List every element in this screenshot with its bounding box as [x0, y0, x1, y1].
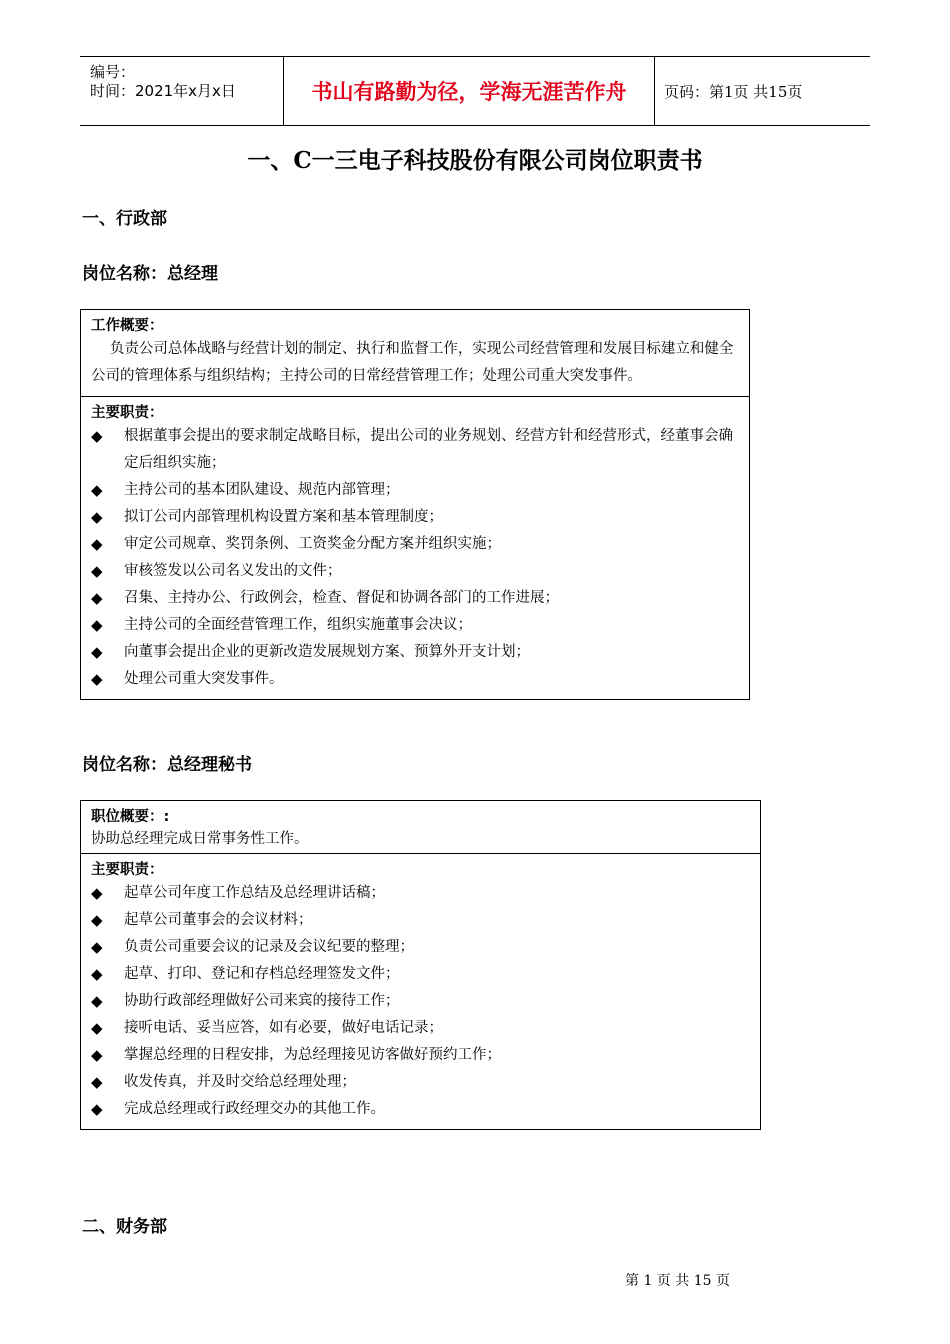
diamond-bullet-icon: ◆ — [91, 1073, 103, 1091]
diamond-bullet-icon: ◆ — [91, 1100, 103, 1118]
duty-text: 处理公司重大突发事件。 — [124, 671, 284, 687]
page-footer: 第 1 页 共 15 页 — [625, 1273, 730, 1289]
document-time: 时间：2021年x月x日 — [90, 82, 236, 100]
diamond-bullet-icon: ◆ — [91, 481, 103, 499]
position-heading-general-manager: 岗位名称：总经理 — [82, 264, 218, 284]
gm-overview-label: 工作概要： — [91, 318, 164, 334]
duty-text: 起草公司董事会的会议材料； — [124, 912, 313, 928]
duty-text: 起草公司年度工作总结及总经理讲话稿； — [124, 885, 385, 901]
duty-text: 负责公司重要会议的记录及会议纪要的整理； — [124, 939, 414, 955]
duty-text: 主持公司的基本团队建设、规范内部管理； — [124, 482, 400, 498]
duty-text: 向董事会提出企业的更新改造发展规划方案、预算外开支计划； — [124, 644, 530, 660]
duty-text: 审核签发以公司名义发出的文件； — [124, 563, 342, 579]
duty-list-item — [91, 934, 750, 961]
diamond-bullet-icon: ◆ — [91, 1019, 103, 1037]
duty-list-item — [91, 477, 739, 504]
duty-text: 拟订公司内部管理机构设置方案和基本管理制度； — [124, 509, 443, 525]
diamond-bullet-icon: ◆ — [91, 427, 103, 445]
duty-list-item — [91, 666, 739, 693]
header-page-info: 页码：第1页 共15页 — [664, 82, 803, 101]
duty-list-item — [91, 531, 739, 558]
duty-list-item — [91, 988, 750, 1015]
duty-list-item — [91, 639, 739, 666]
document-title: 一、C一三电子科技股份有限公司岗位职责书 — [247, 147, 703, 174]
duty-text: 起草、打印、登记和存档总经理签发文件； — [124, 966, 400, 982]
gm-duties-label: 主要职责： — [91, 405, 164, 421]
duty-text: 主持公司的全面经营管理工作，组织实施董事会决议； — [124, 617, 472, 633]
general-manager-table — [80, 309, 750, 700]
duty-list-item — [91, 504, 739, 531]
header-motto: 书山有路勤为径，学海无涯苦作舟 — [283, 57, 655, 125]
duty-list-item — [91, 1069, 750, 1096]
diamond-bullet-icon: ◆ — [91, 965, 103, 983]
diamond-bullet-icon: ◆ — [91, 1046, 103, 1064]
duty-list-item — [91, 1096, 750, 1123]
sec-overview-label: 职位概要：: — [91, 809, 170, 825]
duty-list-item — [91, 1042, 750, 1069]
section-heading-finance: 二、财务部 — [82, 1217, 167, 1237]
duty-list-item — [91, 612, 739, 639]
duty-text: 根据董事会提出的要求制定战略目标，提出公司的业务规划、经营方针和经营形式，经董事会确定后组织实施； — [124, 428, 733, 471]
diamond-bullet-icon: ◆ — [91, 508, 103, 526]
gm-overview-text: 负责公司总体战略与经营计划的制定、执行和监督工作，实现公司经营管理和发展目标建立和健全公司的管理体系与组织结构；主持公司的日常经营管理工作；处理公司重大突发事件。 — [91, 341, 734, 384]
duty-list-item — [91, 907, 750, 934]
diamond-bullet-icon: ◆ — [91, 535, 103, 553]
gm-duties-list — [91, 423, 739, 693]
diamond-bullet-icon: ◆ — [91, 911, 103, 929]
duty-text: 完成总经理或行政经理交办的其他工作。 — [124, 1101, 385, 1117]
sec-duties-cell — [81, 853, 760, 1129]
diamond-bullet-icon: ◆ — [91, 938, 103, 956]
duty-list-item — [91, 880, 750, 907]
sec-overview-cell — [81, 801, 760, 853]
sec-duties-list — [91, 880, 750, 1123]
gm-duties-cell — [81, 396, 749, 699]
header-meta — [90, 63, 236, 101]
diamond-bullet-icon: ◆ — [91, 616, 103, 634]
duty-text: 召集、主持办公、行政例会，检查、督促和协调各部门的工作进展； — [124, 590, 559, 606]
diamond-bullet-icon: ◆ — [91, 562, 103, 580]
section-heading-admin: 一、行政部 — [82, 209, 167, 229]
duty-text: 接听电话、妥当应答，如有必要，做好电话记录； — [124, 1020, 443, 1036]
duty-text: 收发传真，并及时交给总经理处理； — [124, 1074, 356, 1090]
duty-text: 审定公司规章、奖罚条例、工资奖金分配方案并组织实施； — [124, 536, 501, 552]
duty-list-item — [91, 558, 739, 585]
duty-list-item — [91, 423, 739, 477]
diamond-bullet-icon: ◆ — [91, 992, 103, 1010]
sec-overview-text: 协助总经理完成日常事务性工作。 — [91, 831, 309, 847]
diamond-bullet-icon: ◆ — [91, 589, 103, 607]
duty-list-item — [91, 585, 739, 612]
position-heading-gm-secretary: 岗位名称：总经理秘书 — [82, 755, 252, 775]
duty-list-item — [91, 1015, 750, 1042]
gm-secretary-table — [80, 800, 761, 1130]
diamond-bullet-icon: ◆ — [91, 643, 103, 661]
duty-list-item — [91, 961, 750, 988]
diamond-bullet-icon: ◆ — [91, 884, 103, 902]
gm-overview-cell — [81, 310, 749, 396]
document-number-label: 编号： — [90, 63, 136, 81]
sec-duties-label: 主要职责： — [91, 862, 164, 878]
diamond-bullet-icon: ◆ — [91, 670, 103, 688]
page-header — [80, 56, 870, 126]
duty-text: 掌握总经理的日程安排，为总经理接见访客做好预约工作； — [124, 1047, 501, 1063]
duty-text: 协助行政部经理做好公司来宾的接待工作； — [124, 993, 400, 1009]
